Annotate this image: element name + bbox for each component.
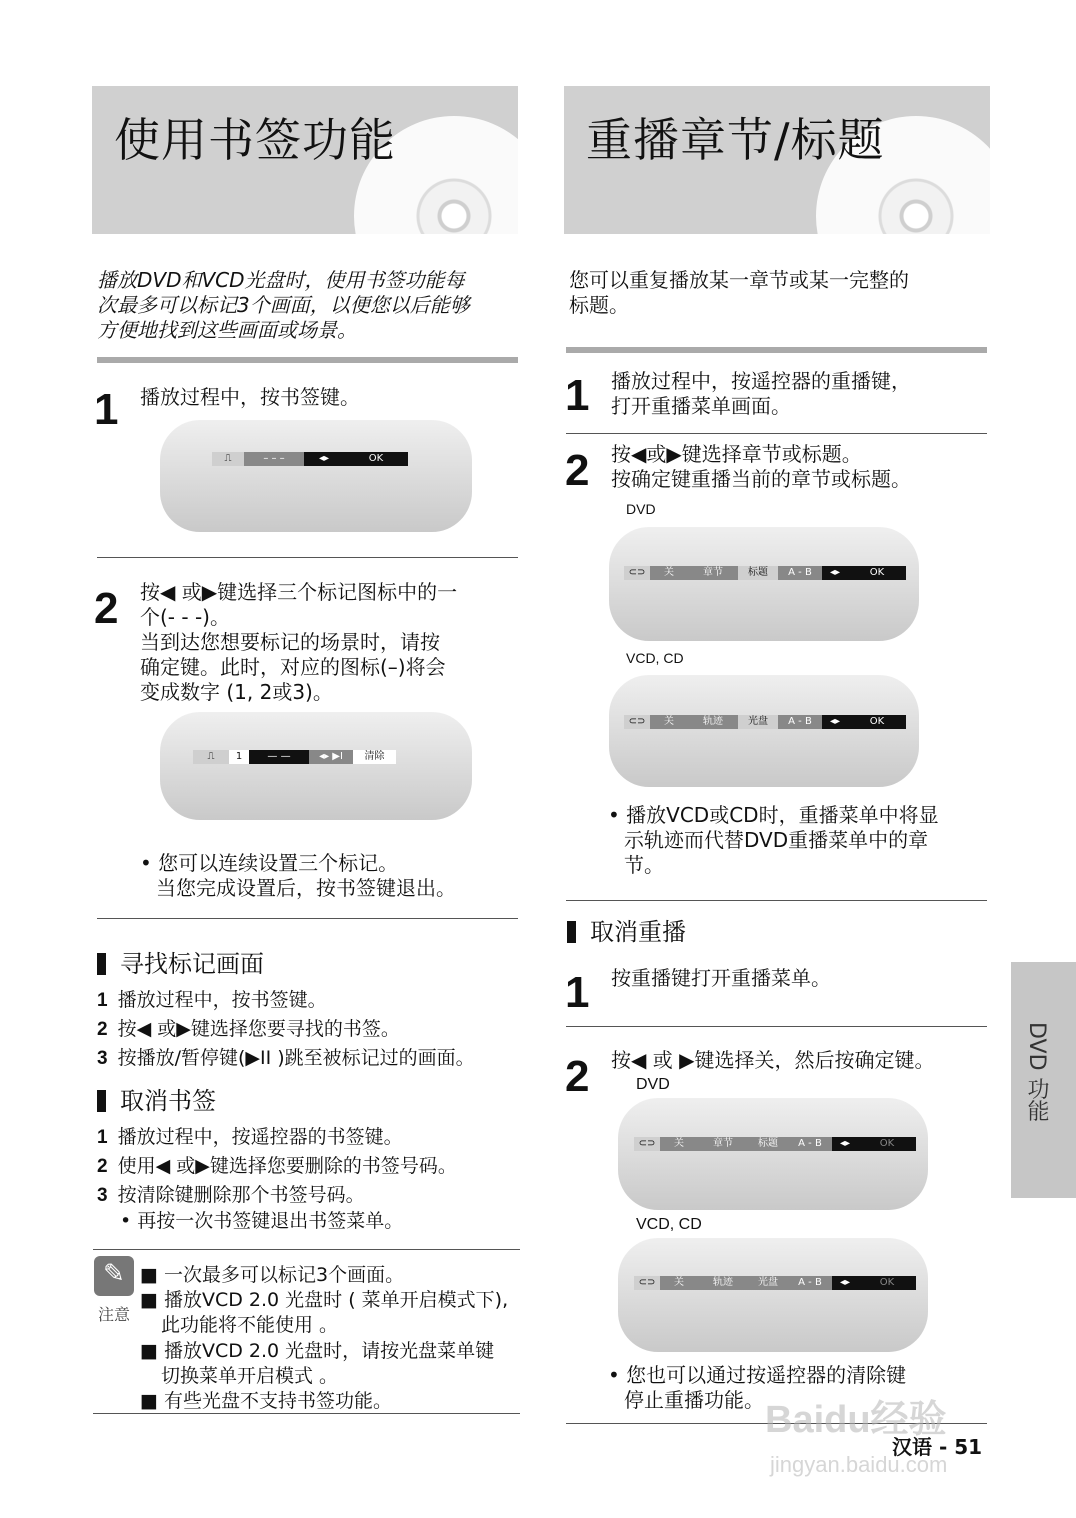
left-step2-number: 2 — [94, 584, 119, 633]
right-step2-line-2: 按确定键重播当前的章节或标题。 — [611, 467, 911, 491]
right-intro-rule — [566, 347, 987, 353]
rule — [566, 433, 987, 434]
left-step2-line-1: 按◀ 或▶键选择三个标记图标中的一 — [140, 580, 458, 604]
ok-label: OK — [368, 453, 384, 464]
right-step1-line-2: 打开重播菜单画面。 — [611, 394, 791, 418]
cancel-item-2: 2 使用◀ 或▶键选择您要删除的书签号码。 — [97, 1155, 457, 1177]
right-intro-line-1: 您可以重复播放某一章节或某一完整的 — [569, 268, 909, 292]
left-title: 使用书签功能 — [114, 113, 396, 167]
find-item-2: 2 按◀ 或▶键选择您要寻找的书签。 — [97, 1018, 400, 1040]
find-heading: 寻找标记画面 — [97, 944, 264, 979]
note-line-3: 此功能将不能使用 。 — [161, 1314, 339, 1336]
repeat-vcd-osd-bar: ⊂⊃ 关 轨迹 光盘 A - B ◂▸ OK — [624, 715, 906, 729]
side-tab — [1011, 962, 1076, 1198]
find-item-3: 3 按播放/暂停键(▶II )跳至被标记过的画面。 — [97, 1047, 475, 1069]
note-pencil-icon — [94, 1256, 134, 1296]
rule — [93, 1413, 520, 1414]
right-step1-number: 1 — [565, 371, 590, 420]
cancel-item-1: 1 播放过程中，按遥控器的书签键。 — [97, 1126, 403, 1148]
osd-screen-cancel-dvd — [618, 1098, 928, 1210]
dvd-label: DVD — [626, 501, 656, 517]
arrows-icon: ◂▸ — [318, 453, 330, 464]
note-line-1: ■ 一次最多可以标记3个画面。 — [140, 1264, 405, 1286]
right-bullet2-line-1: • 您也可以通过按遥控器的清除键 — [608, 1363, 907, 1387]
page-number: 汉语 - 51 — [892, 1435, 983, 1459]
cancel-step2-text: 按◀ 或 ▶键选择关，然后按确定键。 — [611, 1048, 935, 1072]
right-step2-number: 2 — [565, 446, 590, 495]
left-step1-text: 播放过程中，按书签键。 — [140, 385, 360, 409]
bookmark-dashes: — — — [267, 751, 291, 762]
left-intro-line-2: 次最多可以标记3个画面，以便您以后能够 — [97, 293, 470, 317]
note-line-5: 切换菜单开启模式 。 — [161, 1365, 339, 1387]
cancel-step1-number: 1 — [565, 968, 590, 1017]
left-bullet-line-1: • 您可以连续设置三个标记。 — [140, 851, 399, 875]
rule — [97, 557, 518, 558]
note-line-6: ■ 有些光盘不支持书签功能。 — [140, 1390, 392, 1412]
left-step1-number: 1 — [94, 385, 119, 434]
right-bullet2-line-2: 停止重播功能。 — [624, 1388, 764, 1412]
repeat-dvd-osd-bar: ⊂⊃ 关 章节 标题 A - B ◂▸ OK — [624, 566, 906, 580]
right-title: 重播章节/标题 — [586, 113, 885, 167]
note-line-2: ■ 播放VCD 2.0 光盘时 ( 菜单开启模式下), — [140, 1289, 509, 1311]
bookmark-osd-bar: ⎍ – – – ◂▸ OK — [212, 452, 408, 466]
rule — [566, 900, 987, 901]
cancel-step1-text: 按重播键打开重播菜单。 — [611, 966, 831, 990]
left-step2-line-5: 变成数字 (1, 2或3)。 — [140, 680, 333, 704]
osd-screen-repeat-vcd — [609, 675, 919, 787]
vcd-label-2: VCD, CD — [636, 1216, 702, 1233]
cancel-sub-bullet: • 再按一次书签键退出书签菜单。 — [120, 1210, 404, 1232]
left-bullet-line-2: 当您完成设置后，按书签键退出。 — [156, 876, 456, 900]
cancel-vcd-osd-bar: ⊂⊃ 关 轨迹 光盘 A - B ◂▸ OK — [634, 1276, 916, 1290]
left-intro-line-3: 方便地找到这些画面或场景。 — [97, 318, 357, 342]
watermark-url: jingyan.baidu.com — [770, 1452, 948, 1477]
bookmark-number: 1 — [229, 750, 249, 764]
cancel-repeat-heading: 取消重播 — [567, 912, 686, 947]
cancel-dvd-osd-bar: ⊂⊃ 关 章节 标题 A - B ◂▸ OK — [634, 1137, 916, 1151]
right-header — [564, 86, 990, 234]
osd-screen-bookmark-set — [160, 712, 472, 820]
rule — [93, 1249, 520, 1250]
cancel-step2-number: 2 — [565, 1052, 590, 1101]
left-step2-line-4: 确定键。此时，对应的图标(–)将会 — [140, 655, 446, 679]
osd-screen-cancel-vcd — [618, 1238, 928, 1352]
right-step2-line-1: 按◀或▶键选择章节或标题。 — [611, 442, 862, 466]
right-step1-line-1: 播放过程中，按遥控器的重播键， — [611, 369, 911, 393]
left-intro-line-1: 播放DVD和VCD光盘时，使用书签功能每 — [97, 268, 465, 292]
right-bullet-line-2: 示轨迹而代替DVD重播菜单中的章 — [624, 828, 929, 852]
osd-screen-bookmark — [160, 420, 472, 532]
right-bullet-line-1: • 播放VCD或CD时，重播菜单中将显 — [608, 803, 939, 827]
side-tab-label: DVD 功能 — [1024, 1022, 1049, 1122]
left-step2-line-3: 当到达您想要标记的场景时，请按 — [140, 630, 440, 654]
note-line-4: ■ 播放VCD 2.0 光盘时，请按光盘菜单键 — [140, 1340, 495, 1362]
cancel-item-3: 3 按清除键删除那个书签号码。 — [97, 1184, 365, 1206]
vcd-label: VCD, CD — [626, 650, 684, 666]
cancel-bookmark-heading: 取消书签 — [97, 1081, 216, 1116]
rule — [97, 918, 518, 919]
dvd-label-2: DVD — [636, 1076, 670, 1093]
clear-label: 清除 — [353, 750, 396, 764]
rule — [566, 1026, 987, 1027]
left-step2-line-2: 个(- - -)。 — [140, 605, 230, 629]
osd-screen-repeat-dvd — [609, 527, 919, 641]
right-bullet-line-3: 节。 — [624, 853, 664, 877]
bookmark-set-osd-bar: ⎍ 1 — — ◂▸ ▶I 清除 — [193, 750, 396, 764]
find-item-1: 1 播放过程中，按书签键。 — [97, 989, 327, 1011]
left-header — [92, 86, 518, 234]
watermark-logo: Baidu经验 — [765, 1399, 947, 1441]
note-label: 注意 — [98, 1307, 131, 1324]
bookmark-slots: – – – — [244, 452, 304, 466]
right-intro-line-2: 标题。 — [569, 293, 629, 317]
left-intro-rule — [97, 357, 518, 363]
